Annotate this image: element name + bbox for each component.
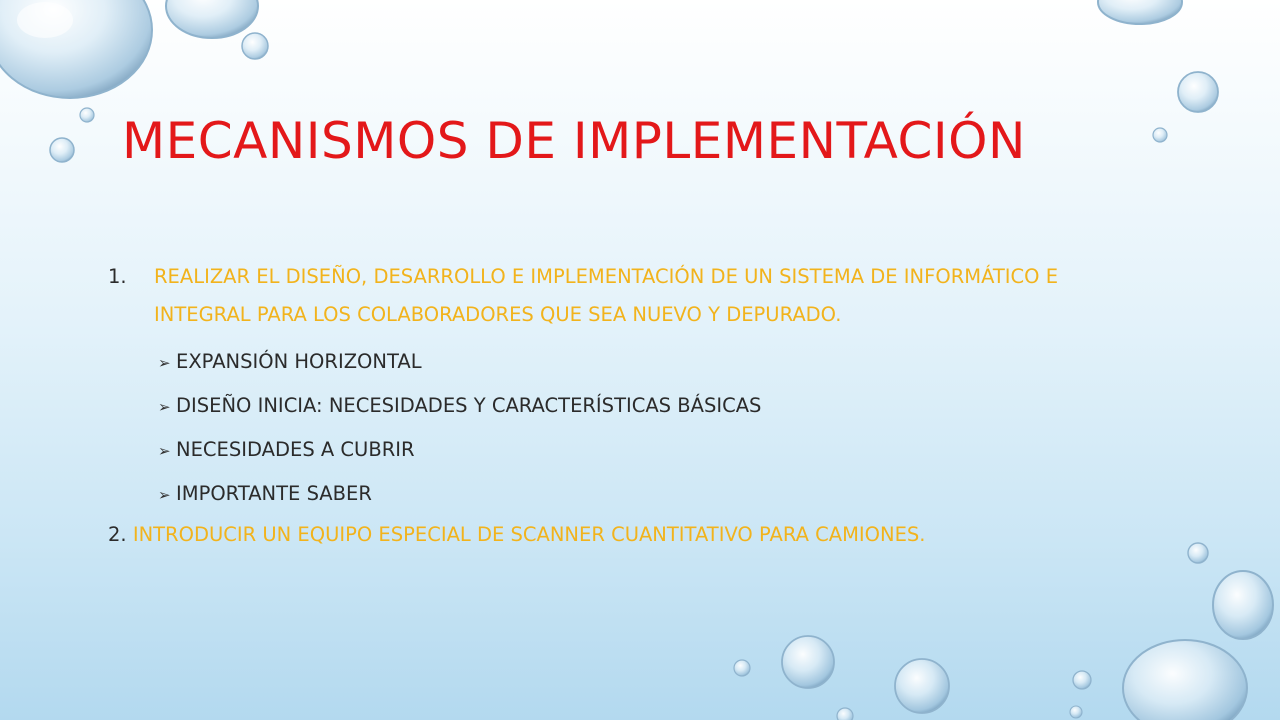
slide-body [108,258,1108,554]
sub-list-item: ➢ IMPORTANTE SABER [158,472,1108,516]
sub-list-item: ➢ EXPANSIÓN HORIZONTAL [158,340,1108,384]
list-item-1-text: REALIZAR EL DISEÑO, DESARROLLO E IMPLEMENTACIÓN DE UN SISTEMA DE INFORMÁTICO E INTEGRAL PARA LOS COLABORADORES QUE SEA NUEVO Y DEPURADO. [154,265,1059,326]
arrow-bullet-icon: ➢ [158,442,171,460]
sub-list [108,340,1108,516]
arrow-bullet-icon: ➢ [158,486,171,504]
sub-list-item: ➢ DISEÑO INICIA: NECESIDADES Y CARACTERÍSTICAS BÁSICAS [158,384,1108,428]
list-item-1 [108,258,1108,334]
list-item-1-number: 1. [108,265,127,288]
list-item-2-number: 2. [108,523,127,546]
sub-list-item: ➢ NECESIDADES A CUBRIR [158,428,1108,472]
list-item-2-text: INTRODUCIR UN EQUIPO ESPECIAL DE SCANNER CUANTITATIVO PARA CAMIONES. [132,523,926,546]
arrow-bullet-icon: ➢ [158,398,171,416]
arrow-bullet-icon: ➢ [158,354,171,372]
slide-title: MECANISMOS DE IMPLEMENTACIÓN [122,112,1026,170]
list-item-2 [108,516,1108,554]
